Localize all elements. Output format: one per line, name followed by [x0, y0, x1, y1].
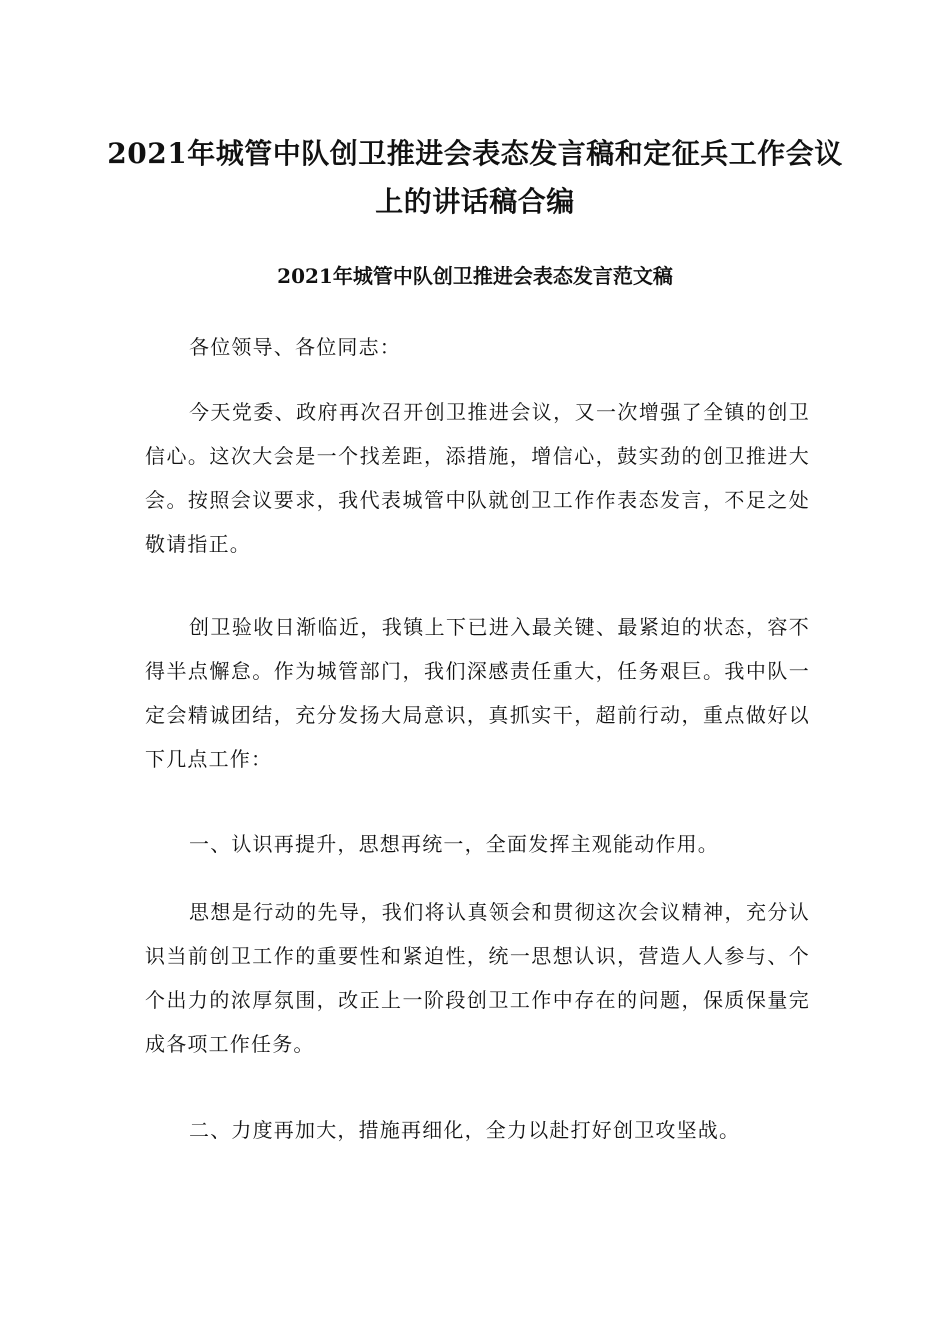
document-subtitle: 2021年城管中队创卫推进会表态发言范文稿: [277, 264, 673, 288]
paragraph-body-1: 思想是行动的先导，我们将认真领会和贯彻这次会议精神，充分认识当前创卫工作的重要性和紧迫性，统一思想认识，营造人人参与、个个出力的浓厚氛围，改正上一阶段创卫工作中存在的问题，保质保量完成各项工作任务。: [145, 900, 810, 1056]
paragraph-intro: 今天党委、政府再次召开创卫推进会议，又一次增强了全镇的创卫信心。这次大会是一个找差距，添措施，增信心，鼓实劲的创卫推进大会。按照会议要求，我代表城管中队就创卫工作作表态发言，不足之处敬请指正。: [145, 400, 810, 556]
paragraph-salutation: 各位领导、各位同志：: [189, 335, 401, 359]
paragraph-heading-1: 一、认识再提升，思想再统一，全面发挥主观能动作用。: [189, 832, 719, 856]
document-title: 2021年城管中队创卫推进会表态发言稿和定征兵工作会议上的讲话稿合编: [107, 137, 843, 218]
paragraph-context: 创卫验收日渐临近，我镇上下已进入最关键、最紧迫的状态，容不得半点懈怠。作为城管部门，我们深感责任重大，任务艰巨。我中队一定会精诚团结，充分发扬大局意识，真抓实干，超前行动，重点做好以下几点工作：: [145, 615, 810, 771]
paragraph-heading-2: 二、力度再加大，措施再细化，全力以赴打好创卫攻坚战。: [189, 1118, 741, 1142]
